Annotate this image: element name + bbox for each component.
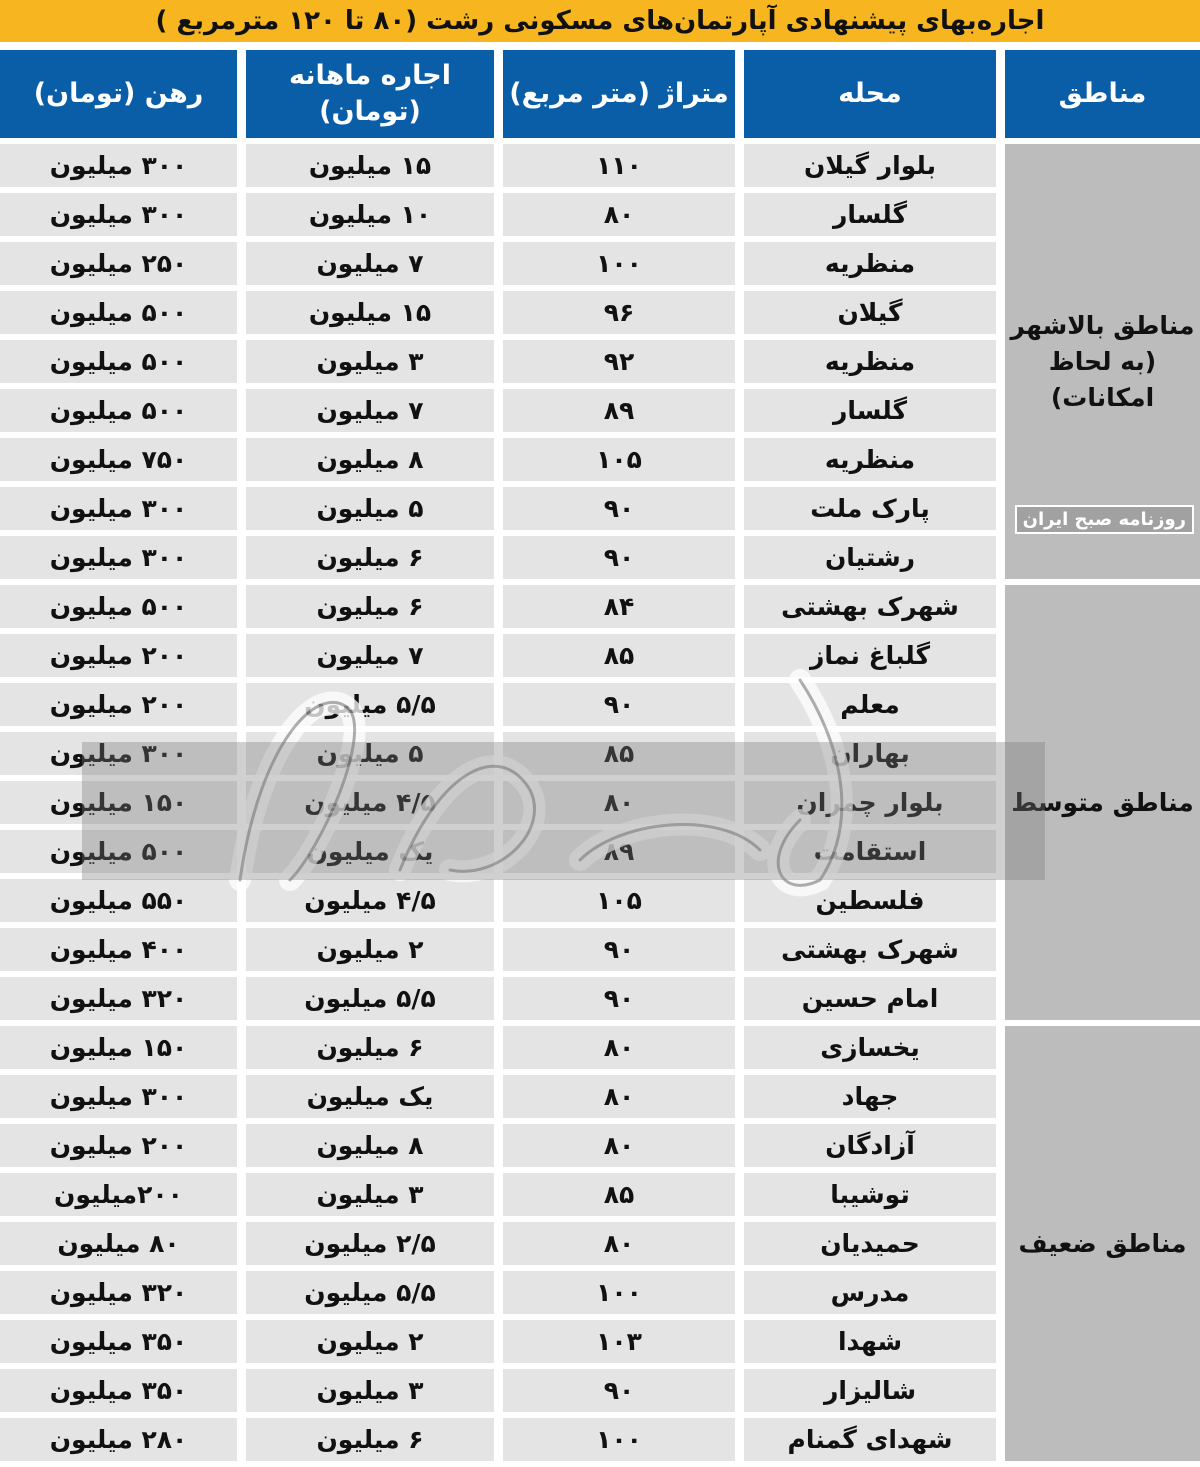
rent-cell: ۳ میلیون bbox=[246, 1173, 494, 1216]
neighborhood-cell: منظریه bbox=[744, 438, 996, 481]
area-cell: ۱۱۰ bbox=[503, 144, 735, 187]
neighborhood-cell: یخسازی bbox=[744, 1026, 996, 1069]
deposit-cell: ۳۰۰ میلیون bbox=[0, 536, 237, 579]
header-rent: اجاره ماهانه (تومان) bbox=[246, 50, 494, 138]
area-cell: ۱۰۰ bbox=[503, 1418, 735, 1461]
deposit-cell: ۵۵۰ میلیون bbox=[0, 879, 237, 922]
deposit-cell: ۷۵۰ میلیون bbox=[0, 438, 237, 481]
neighborhood-cell: بلوار گیلان bbox=[744, 144, 996, 187]
rent-cell: ۵ میلیون bbox=[246, 487, 494, 530]
area-cell: ۱۰۵ bbox=[503, 438, 735, 481]
rent-cell: ۷ میلیون bbox=[246, 242, 494, 285]
header-row bbox=[0, 50, 1200, 138]
table-body bbox=[0, 144, 1200, 1461]
area-cell: ۹۲ bbox=[503, 340, 735, 383]
header-area: متراژ (متر مربع) bbox=[503, 50, 735, 138]
area-cell: ۹۰ bbox=[503, 536, 735, 579]
neighborhood-cell: مدرس bbox=[744, 1271, 996, 1314]
region-cell: مناطق بالاشهر (به لحاظ امکانات) bbox=[1005, 144, 1200, 579]
table-row bbox=[0, 144, 1200, 187]
rent-cell: ۶ میلیون bbox=[246, 585, 494, 628]
rent-table bbox=[0, 44, 1200, 1467]
header-neighborhood: محله bbox=[744, 50, 996, 138]
area-cell: ۸۰ bbox=[503, 1026, 735, 1069]
neighborhood-cell: شهرک بهشتی bbox=[744, 585, 996, 628]
area-cell: ۹۰ bbox=[503, 928, 735, 971]
neighborhood-cell: آزادگان bbox=[744, 1124, 996, 1167]
deposit-cell: ۲۰۰ میلیون bbox=[0, 1124, 237, 1167]
neighborhood-cell: بهاران bbox=[744, 732, 996, 775]
rent-cell: ۸ میلیون bbox=[246, 1124, 494, 1167]
area-cell: ۸۰ bbox=[503, 193, 735, 236]
neighborhood-cell: استقامت bbox=[744, 830, 996, 873]
area-cell: ۹۰ bbox=[503, 487, 735, 530]
deposit-cell: ۲۰۰ میلیون bbox=[0, 683, 237, 726]
neighborhood-cell: منظریه bbox=[744, 340, 996, 383]
rent-cell: ۲ میلیون bbox=[246, 1320, 494, 1363]
region-cell: مناطق ضعیف bbox=[1005, 1026, 1200, 1461]
area-cell: ۸۰ bbox=[503, 1124, 735, 1167]
region-cell: مناطق متوسط bbox=[1005, 585, 1200, 1020]
table-row bbox=[0, 1026, 1200, 1069]
neighborhood-cell: گیلان bbox=[744, 291, 996, 334]
deposit-cell: ۳۰۰ میلیون bbox=[0, 732, 237, 775]
rent-cell: ۶ میلیون bbox=[246, 1418, 494, 1461]
area-cell: ۸۵ bbox=[503, 732, 735, 775]
rent-cell: ۵/۵ میلیون bbox=[246, 683, 494, 726]
deposit-cell: ۲۰۰میلیون bbox=[0, 1173, 237, 1216]
rent-cell: یک میلیون bbox=[246, 830, 494, 873]
rent-cell: ۷ میلیون bbox=[246, 634, 494, 677]
rent-cell: ۱۰ میلیون bbox=[246, 193, 494, 236]
area-cell: ۱۰۳ bbox=[503, 1320, 735, 1363]
deposit-cell: ۳۲۰ میلیون bbox=[0, 977, 237, 1020]
area-cell: ۸۰ bbox=[503, 1075, 735, 1118]
neighborhood-cell: حمیدیان bbox=[744, 1222, 996, 1265]
rent-cell: ۱۵ میلیون bbox=[246, 144, 494, 187]
deposit-cell: ۲۸۰ میلیون bbox=[0, 1418, 237, 1461]
deposit-cell: ۳۲۰ میلیون bbox=[0, 1271, 237, 1314]
rent-cell: ۳ میلیون bbox=[246, 1369, 494, 1412]
header-region: مناطق bbox=[1005, 50, 1200, 138]
deposit-cell: ۵۰۰ میلیون bbox=[0, 389, 237, 432]
area-cell: ۹۰ bbox=[503, 1369, 735, 1412]
rent-cell: ۶ میلیون bbox=[246, 1026, 494, 1069]
watermark-label: روزنامه صبح ایران bbox=[1015, 505, 1194, 534]
deposit-cell: ۵۰۰ میلیون bbox=[0, 291, 237, 334]
rent-cell: ۱۵ میلیون bbox=[246, 291, 494, 334]
rent-cell: ۲/۵ میلیون bbox=[246, 1222, 494, 1265]
rent-cell: ۸ میلیون bbox=[246, 438, 494, 481]
table-title: اجاره‌بهای پیشنهادی آپارتمان‌های مسکونی رشت (۸۰ تا ۱۲۰ مترمربع ) bbox=[0, 0, 1200, 42]
rent-cell: ۲ میلیون bbox=[246, 928, 494, 971]
area-cell: ۸۵ bbox=[503, 1173, 735, 1216]
neighborhood-cell: گلسار bbox=[744, 193, 996, 236]
deposit-cell: ۱۵۰ میلیون bbox=[0, 1026, 237, 1069]
rent-cell: ۳ میلیون bbox=[246, 340, 494, 383]
neighborhood-cell: معلم bbox=[744, 683, 996, 726]
rent-cell: ۵/۵ میلیون bbox=[246, 1271, 494, 1314]
area-cell: ۱۰۰ bbox=[503, 242, 735, 285]
deposit-cell: ۵۰۰ میلیون bbox=[0, 340, 237, 383]
deposit-cell: ۵۰۰ میلیون bbox=[0, 830, 237, 873]
deposit-cell: ۳۰۰ میلیون bbox=[0, 144, 237, 187]
neighborhood-cell: پارک ملت bbox=[744, 487, 996, 530]
rent-cell: ۴/۵ میلیون bbox=[246, 781, 494, 824]
neighborhood-cell: بلوار چمران bbox=[744, 781, 996, 824]
deposit-cell: ۳۰۰ میلیون bbox=[0, 1075, 237, 1118]
rent-cell: ۵ میلیون bbox=[246, 732, 494, 775]
header-deposit: رهن (تومان) bbox=[0, 50, 237, 138]
area-cell: ۱۰۵ bbox=[503, 879, 735, 922]
neighborhood-cell: جهاد bbox=[744, 1075, 996, 1118]
area-cell: ۱۰۰ bbox=[503, 1271, 735, 1314]
deposit-cell: ۵۰۰ میلیون bbox=[0, 585, 237, 628]
rent-cell: یک میلیون bbox=[246, 1075, 494, 1118]
neighborhood-cell: منظریه bbox=[744, 242, 996, 285]
area-cell: ۹۰ bbox=[503, 977, 735, 1020]
rent-cell: ۶ میلیون bbox=[246, 536, 494, 579]
neighborhood-cell: شهرک بهشتی bbox=[744, 928, 996, 971]
area-cell: ۸۴ bbox=[503, 585, 735, 628]
deposit-cell: ۳۰۰ میلیون bbox=[0, 193, 237, 236]
deposit-cell: ۳۵۰ میلیون bbox=[0, 1369, 237, 1412]
rent-cell: ۵/۵ میلیون bbox=[246, 977, 494, 1020]
table-row bbox=[0, 585, 1200, 628]
area-cell: ۸۹ bbox=[503, 389, 735, 432]
area-cell: ۹۰ bbox=[503, 683, 735, 726]
neighborhood-cell: امام حسین bbox=[744, 977, 996, 1020]
neighborhood-cell: شالیزار bbox=[744, 1369, 996, 1412]
deposit-cell: ۳۰۰ میلیون bbox=[0, 487, 237, 530]
neighborhood-cell: فلسطین bbox=[744, 879, 996, 922]
area-cell: ۸۵ bbox=[503, 634, 735, 677]
deposit-cell: ۴۰۰ میلیون bbox=[0, 928, 237, 971]
neighborhood-cell: شهدا bbox=[744, 1320, 996, 1363]
rent-cell: ۷ میلیون bbox=[246, 389, 494, 432]
deposit-cell: ۲۵۰ میلیون bbox=[0, 242, 237, 285]
neighborhood-cell: توشیبا bbox=[744, 1173, 996, 1216]
deposit-cell: ۳۵۰ میلیون bbox=[0, 1320, 237, 1363]
neighborhood-cell: گلباغ نماز bbox=[744, 634, 996, 677]
area-cell: ۹۶ bbox=[503, 291, 735, 334]
deposit-cell: ۸۰ میلیون bbox=[0, 1222, 237, 1265]
area-cell: ۸۰ bbox=[503, 1222, 735, 1265]
deposit-cell: ۲۰۰ میلیون bbox=[0, 634, 237, 677]
neighborhood-cell: گلسار bbox=[744, 389, 996, 432]
rent-cell: ۴/۵ میلیون bbox=[246, 879, 494, 922]
deposit-cell: ۱۵۰ میلیون bbox=[0, 781, 237, 824]
area-cell: ۸۰ bbox=[503, 781, 735, 824]
neighborhood-cell: شهدای گمنام bbox=[744, 1418, 996, 1461]
area-cell: ۸۹ bbox=[503, 830, 735, 873]
neighborhood-cell: رشتیان bbox=[744, 536, 996, 579]
